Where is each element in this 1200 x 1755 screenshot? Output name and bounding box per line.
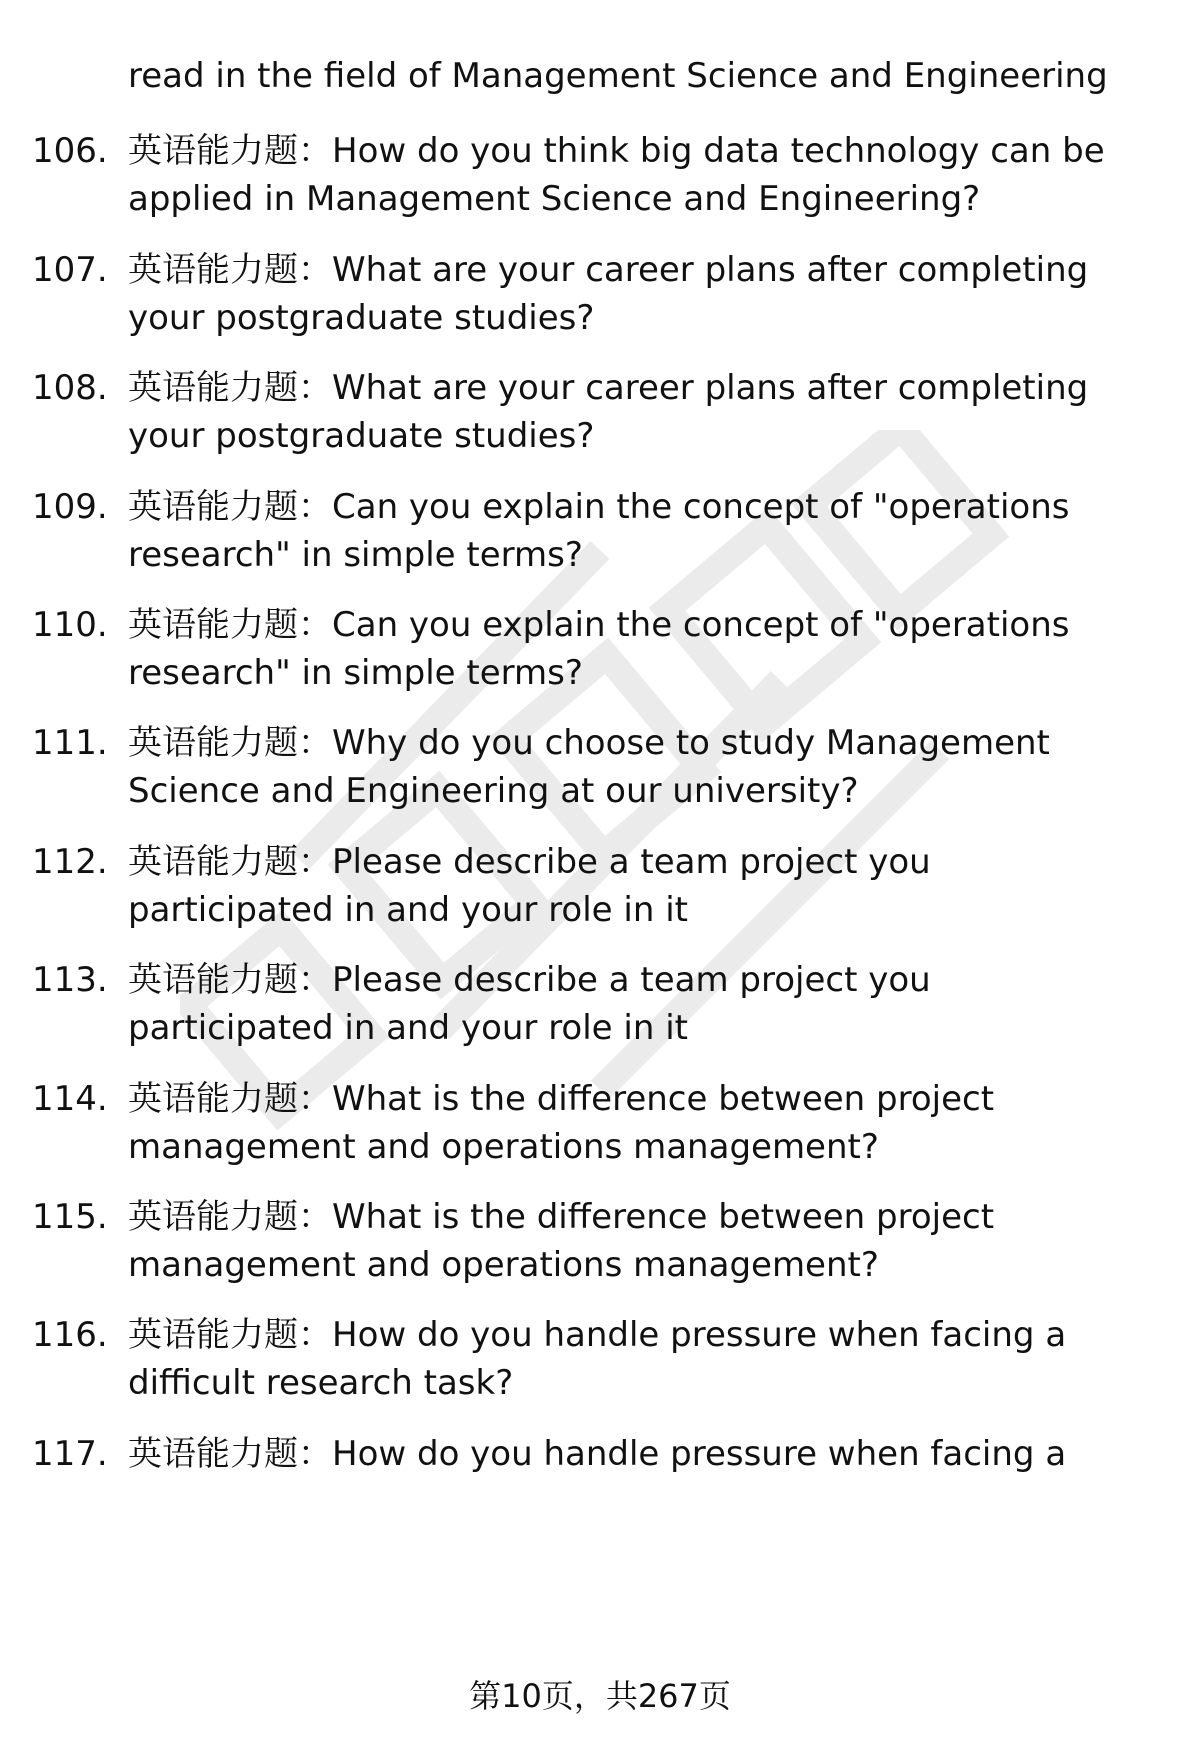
question-line-1: How do you handle pressure when facing a	[332, 1434, 1067, 1474]
question-number: 117.	[32, 1434, 108, 1474]
question-line-2: management and operations management?	[128, 1245, 879, 1285]
question-label: 英语能力题：	[128, 960, 332, 1000]
continued-text-line: read in the field of Management Science and Engineering	[128, 56, 1108, 96]
question-label: 英语能力题：	[128, 487, 332, 527]
question-number: 111.	[32, 723, 108, 763]
question-text	[128, 364, 1158, 460]
question-text	[128, 719, 1158, 815]
question-line-2: participated in and your role in it	[128, 1008, 688, 1048]
question-label: 英语能力题：	[128, 1315, 332, 1355]
question-label: 英语能力题：	[128, 368, 332, 408]
question-number: 116.	[32, 1315, 108, 1355]
question-line-1: Can you explain the concept of "operations	[332, 487, 1070, 527]
question-line-2: your postgraduate studies?	[128, 298, 595, 338]
question-line-1: Can you explain the concept of "operations	[332, 605, 1070, 645]
question-number: 108.	[32, 368, 108, 408]
question-label: 英语能力题：	[128, 250, 332, 290]
question-number: 109.	[32, 487, 108, 527]
question-line-1: What are your career plans after completing	[332, 250, 1089, 290]
question-label: 英语能力题：	[128, 605, 332, 645]
question-line-2: your postgraduate studies?	[128, 416, 595, 456]
question-line-2: Science and Engineering at our university?	[128, 771, 859, 811]
question-label: 英语能力题：	[128, 723, 332, 763]
question-line-1: What is the difference between project	[332, 1197, 995, 1237]
question-number: 107.	[32, 250, 108, 290]
question-line-2: research" in simple terms?	[128, 535, 583, 575]
question-label: 英语能力题：	[128, 1079, 332, 1119]
question-line-2: research" in simple terms?	[128, 653, 583, 693]
question-line-1: Please describe a team project you	[332, 842, 931, 882]
question-number: 115.	[32, 1197, 108, 1237]
question-text	[128, 838, 1158, 934]
question-text	[128, 483, 1158, 579]
question-line-1: Why do you choose to study Management	[332, 723, 1050, 763]
question-text	[128, 246, 1158, 342]
question-line-1: How do you think big data technology can be	[332, 131, 1105, 171]
question-text	[128, 127, 1158, 223]
question-number: 106.	[32, 131, 108, 171]
question-line-1: How do you handle pressure when facing a	[332, 1315, 1067, 1355]
question-line-2: management and operations management?	[128, 1127, 879, 1167]
question-text	[128, 1430, 1158, 1478]
question-number: 112.	[32, 842, 108, 882]
question-text	[128, 601, 1158, 697]
question-text	[128, 1193, 1158, 1289]
question-text	[128, 1311, 1158, 1407]
question-line-2: participated in and your role in it	[128, 890, 688, 930]
question-line-2: difficult research task?	[128, 1363, 514, 1403]
question-line-1: Please describe a team project you	[332, 960, 931, 1000]
question-line-1: What is the difference between project	[332, 1079, 995, 1119]
question-text	[128, 956, 1158, 1052]
question-label: 英语能力题：	[128, 1434, 332, 1474]
question-number: 113.	[32, 960, 108, 1000]
question-label: 英语能力题：	[128, 1197, 332, 1237]
question-label: 英语能力题：	[128, 842, 332, 882]
question-line-2: applied in Management Science and Engineering?	[128, 179, 981, 219]
question-line-1: What are your career plans after completing	[332, 368, 1089, 408]
page-footer-pagination: 第10页，共267页	[469, 1677, 731, 1715]
question-text	[128, 1075, 1158, 1171]
question-label: 英语能力题：	[128, 131, 332, 171]
question-number: 114.	[32, 1079, 108, 1119]
question-number: 110.	[32, 605, 108, 645]
